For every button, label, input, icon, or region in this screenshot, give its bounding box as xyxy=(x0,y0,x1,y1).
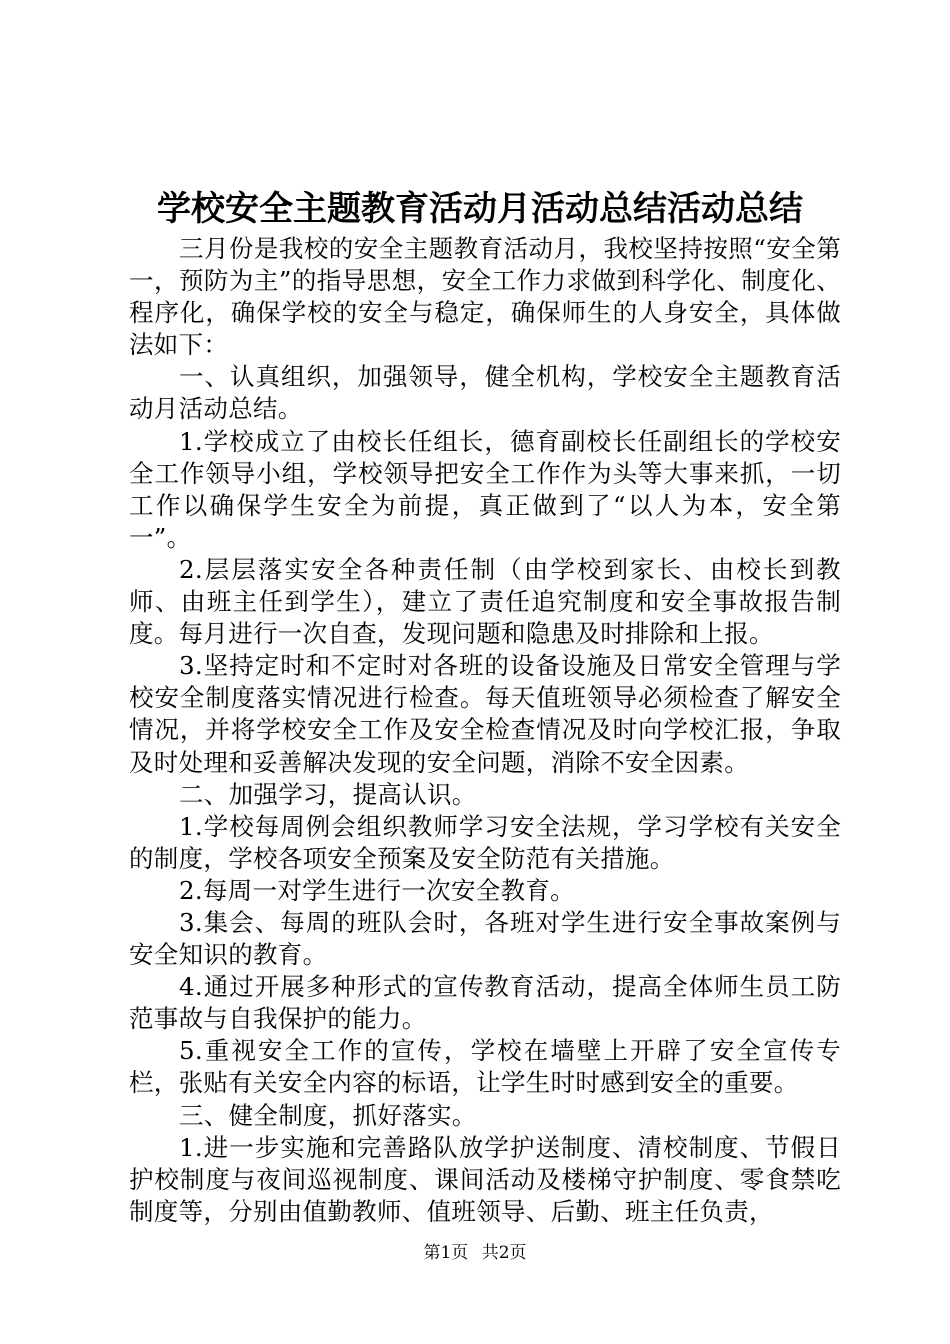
page-total: 共2页 xyxy=(481,1243,527,1263)
paragraph-intro: 三月份是我校的安全主题教育活动月，我校坚持按照“安全第一，预防为主”的指导思想，安全工作力求做到科学化、制度化、程序化，确保学校的安全与稳定，确保师生的人身安全，具体做法如下： xyxy=(129,234,841,360)
section-heading-2: 二、加强学习，提高认识。 xyxy=(179,779,477,809)
section-heading-3: 三、健全制度，抓好落实。 xyxy=(179,1100,477,1130)
paragraph-2-4: 4.通过开展多种形式的宣传教育活动，提高全体师生员工防范事故与自我保护的能力。 xyxy=(129,972,841,1034)
page-number: 第1页 xyxy=(423,1243,469,1263)
paragraph-2-2: 2.每周一对学生进行一次安全教育。 xyxy=(179,875,575,905)
page-footer xyxy=(0,1242,950,1264)
paragraph-2-1: 1.学校每周例会组织教师学习安全法规，学习学校有关安全的制度，学校各项安全预案及安全防范有关措施。 xyxy=(129,811,841,873)
paragraph-2-5: 5.重视安全工作的宣传，学校在墙壁上开辟了安全宣传专栏，张贴有关安全内容的标语，让学生时时感到安全的重要。 xyxy=(129,1036,841,1098)
paragraph-1-3: 3.坚持定时和不定时对各班的设备设施及日常安全管理与学校安全制度落实情况进行检查。每天值班领导必须检查了解安全情况，并将学校安全工作及安全检查情况及时向学校汇报，争取及时处理和妥善解决发现的安全问题，消除不安全因素。 xyxy=(129,651,841,777)
document-body xyxy=(129,233,841,1228)
paragraph-1-2: 2.层层落实安全各种责任制（由学校到家长、由校长到教师、由班主任到学生），建立了责任追究制度和安全事故报告制度。每月进行一次自查，发现问题和隐患及时排除和上报。 xyxy=(129,554,841,649)
document-title: 学校安全主题教育活动月活动总结活动总结 xyxy=(157,189,803,229)
paragraph-2-3: 3.集会、每周的班队会时，各班对学生进行安全事故案例与安全知识的教育。 xyxy=(129,907,841,970)
section-heading-1: 一、认真组织，加强领导，健全机构，学校安全主题教育活动月活动总结。 xyxy=(129,362,841,424)
paragraph-1-1: 1.学校成立了由校长任组长，德育副校长任副组长的学校安全工作领导小组，学校领导把安全工作作为头等大事来抓，一切工作以确保学生安全为前提，真正做到了“以人为本，安全第一”。 xyxy=(129,426,841,552)
paragraph-3-1: 1.进一步实施和完善路队放学护送制度、清校制度、节假日护校制度与夜间巡视制度、课间活动及楼梯守护制度、零食禁吃制度等，分别由值勤教师、值班领导、后勤、班主任负责， xyxy=(129,1132,841,1226)
